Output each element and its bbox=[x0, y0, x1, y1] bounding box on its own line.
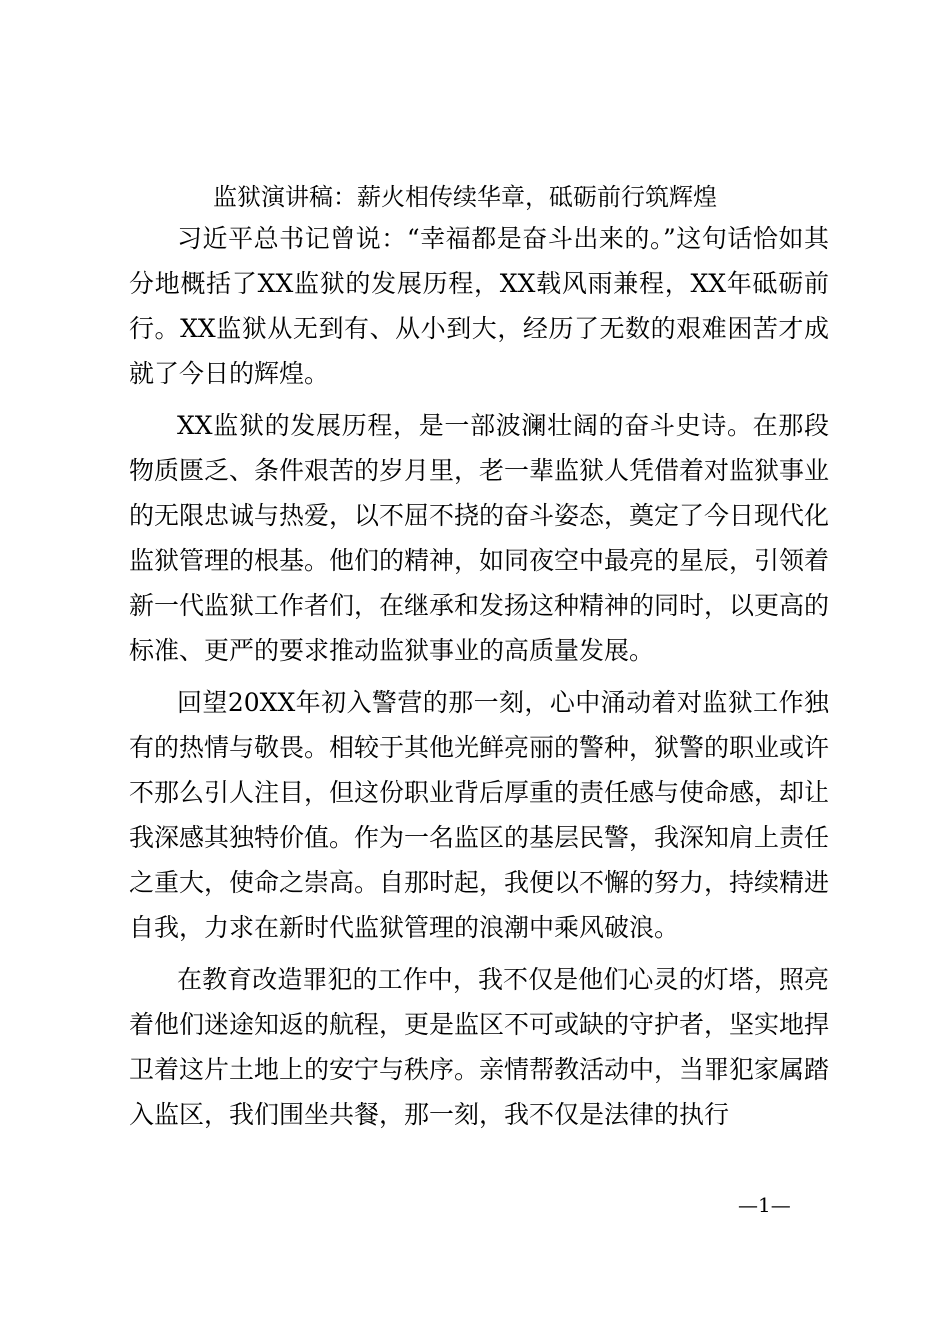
page-number: —1— bbox=[738, 1193, 791, 1217]
document-body bbox=[129, 178, 829, 1137]
paragraph-4: 在教育改造罪犯的工作中，我不仅是他们心灵的灯塔，照亮着他们迷途知返的航程，更是监区不可或缺的守护者，坚实地捍卫着这片土地上的安宁与秩序。亲情帮教活动中，当罪犯家属踏入监区，我们围坐共餐，那一刻，我不仅是法律的执行 bbox=[129, 965, 830, 1129]
document-title: 监狱演讲稿：薪火相传续华章，砥砺前行筑辉煌 bbox=[213, 183, 717, 211]
paragraph-3: 回望20XX年初入警营的那一刻，心中涌动着对监狱工作独有的热情与敬畏。相较于其他光鲜亮丽的警种，狱警的职业或许不那么引人注目，但这份职业背后厚重的责任感与使命感，却让我深感其独特价值。作为一名监区的基层民警，我深知肩上责任之重大，使命之崇高。自那时起，我便以不懈的努力，持续精进自我，力求在新时代监狱管理的浪潮中乘风破浪。 bbox=[129, 688, 830, 942]
paragraph-1: 习近平总书记曾说：“幸福都是奋斗出来的。”这句话恰如其分地概括了XX监狱的发展历程，XX载风雨兼程，XX年砥砺前行。XX监狱从无到有、从小到大，经历了无数的艰难困苦才成就了今日的辉煌。 bbox=[129, 224, 829, 388]
paragraph-2: XX监狱的发展历程，是一部波澜壮阔的奋斗史诗。在那段物质匮乏、条件艰苦的岁月里，老一辈监狱人凭借着对监狱事业的无限忠诚与热爱，以不屈不挠的奋斗姿态，奠定了今日现代化监狱管理的根基。他们的精神，如同夜空中最亮的星辰，引领着新一代监狱工作者们，在继承和发扬这种精神的同时，以更高的标准、更严的要求推动监狱事业的高质量发展。 bbox=[129, 411, 830, 665]
